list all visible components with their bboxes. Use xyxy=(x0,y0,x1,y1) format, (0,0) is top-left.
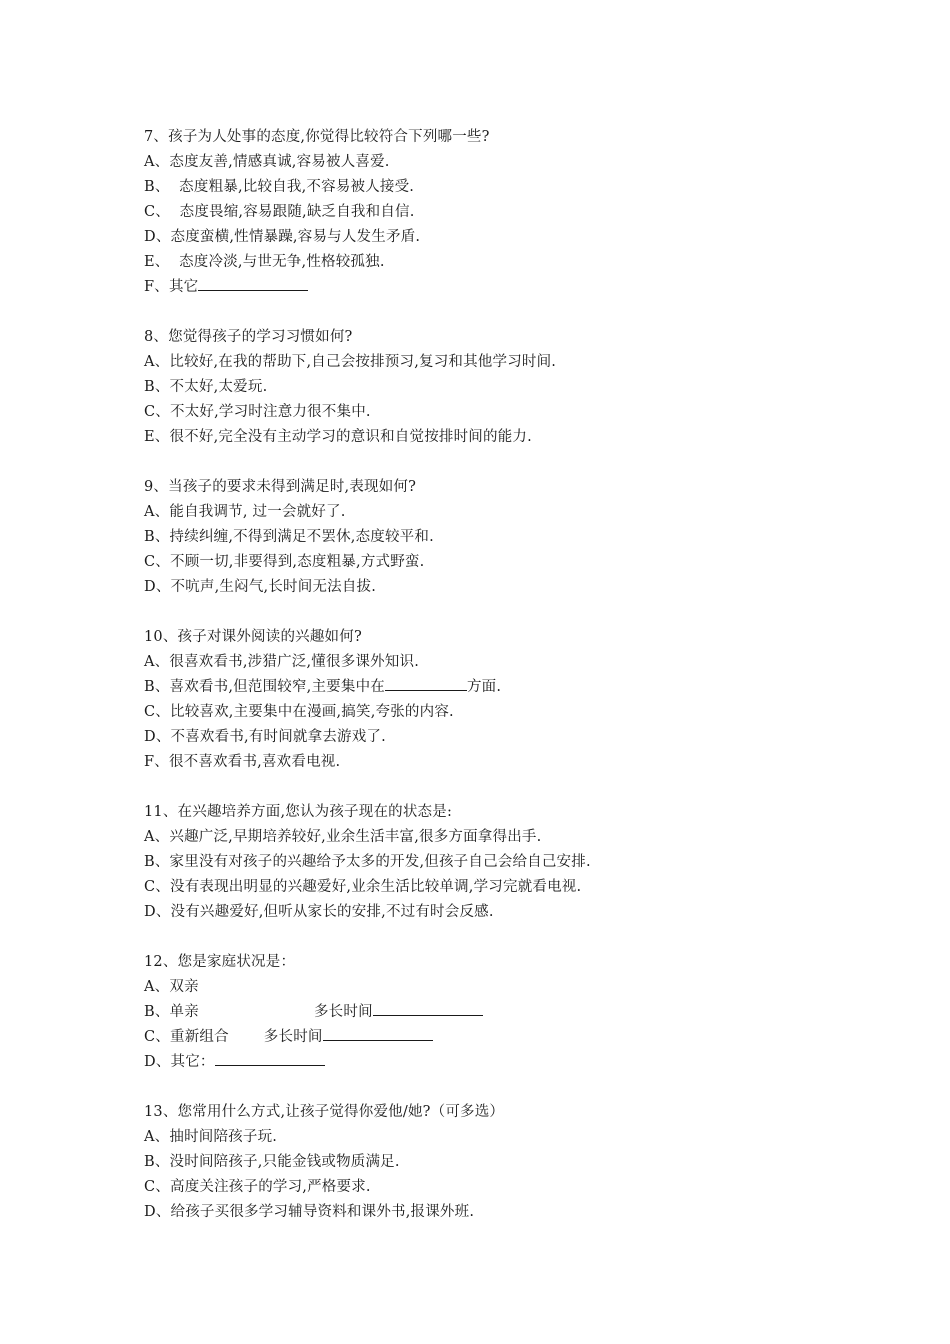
option-a: A、比较好,在我的帮助下,自己会按排预习,复习和其他学习时间. xyxy=(144,354,557,370)
question-11 xyxy=(144,800,824,925)
option-c xyxy=(144,1025,824,1050)
question-title: 8、您觉得孩子的学习习惯如何? xyxy=(144,329,353,345)
option-c-label: C、重新组合 xyxy=(144,1029,229,1045)
option-c: C、不顾一切,非要得到,态度粗暴,方式野蛮. xyxy=(144,554,425,570)
duration-label: 多长时间 xyxy=(263,1029,323,1045)
option-d: D、态度蛮横,性情暴躁,容易与人发生矛盾. xyxy=(144,229,421,245)
question-10 xyxy=(144,625,824,775)
option-e: E、很不好,完全没有主动学习的意识和自觉按排时间的能力. xyxy=(144,429,532,445)
option-b: B、家里没有对孩子的兴趣给予太多的开发,但孩子自己会给自己安排. xyxy=(144,854,591,870)
option-c: C、 态度畏缩,容易跟随,缺乏自我和自信. xyxy=(144,204,415,220)
option-a: A、能自我调节, 过一会就好了. xyxy=(144,504,346,520)
option-a: A、抽时间陪孩子玩. xyxy=(144,1129,278,1145)
option-a: A、兴趣广泛,早期培养较好,业余生活丰富,很多方面拿得出手. xyxy=(144,829,542,845)
option-d: D、没有兴趣爱好,但听从家长的安排,不过有时会反感. xyxy=(144,904,494,920)
question-13 xyxy=(144,1100,824,1225)
option-b-suffix: 方面. xyxy=(466,679,502,695)
duration-blank[interactable] xyxy=(323,1026,433,1041)
option-c: C、不太好,学习时注意力很不集中. xyxy=(144,404,371,420)
option-a: A、很喜欢看书,涉猎广泛,懂很多课外知识. xyxy=(144,654,419,670)
duration-blank[interactable] xyxy=(373,1001,483,1016)
option-f: F、很不喜欢看书,喜欢看电视. xyxy=(144,754,341,770)
option-b: B、没时间陪孩子,只能金钱或物质满足. xyxy=(144,1154,400,1170)
question-title: 13、您常用什么方式,让孩子觉得你爱他/她?（可多选） xyxy=(144,1104,505,1120)
option-f-label: F、其它 xyxy=(144,279,199,295)
question-title: 9、当孩子的要求未得到满足时,表现如何? xyxy=(144,479,417,495)
option-d-label: D、其它： xyxy=(144,1054,215,1070)
duration-label: 多长时间 xyxy=(313,1004,373,1020)
question-9 xyxy=(144,475,824,600)
option-b xyxy=(144,675,824,700)
option-c: C、高度关注孩子的学习,严格要求. xyxy=(144,1179,371,1195)
fill-in-blank[interactable] xyxy=(215,1051,325,1066)
option-d: D、不喜欢看书,有时间就拿去游戏了. xyxy=(144,729,386,745)
option-c: C、比较喜欢,主要集中在漫画,搞笑,夸张的内容. xyxy=(144,704,454,720)
option-d xyxy=(144,1050,824,1075)
option-d: D、不吭声,生闷气,长时间无法自拔. xyxy=(144,579,377,595)
questionnaire-page xyxy=(144,125,824,1250)
option-e: E、 态度冷淡,与世无争,性格较孤独. xyxy=(144,254,385,270)
option-a: A、态度友善,情感真诚,容易被人喜爱. xyxy=(144,154,390,170)
question-12 xyxy=(144,950,824,1075)
option-c: C、没有表现出明显的兴趣爱好,业余生活比较单调,学习完就看电视. xyxy=(144,879,582,895)
option-b-label: B、单亲 xyxy=(144,1004,199,1020)
question-title: 12、您是家庭状况是： xyxy=(144,954,296,970)
option-b: B、持续纠缠,不得到满足不罢休,态度较平和. xyxy=(144,529,434,545)
option-b-label: B、喜欢看书,但范围较窄,主要集中在 xyxy=(144,679,385,695)
question-title: 7、孩子为人处事的态度,你觉得比较符合下列哪一些? xyxy=(144,129,490,145)
option-a: A、双亲 xyxy=(144,979,199,995)
question-8 xyxy=(144,325,824,450)
option-b xyxy=(144,1000,824,1025)
question-title: 11、在兴趣培养方面,您认为孩子现在的状态是: xyxy=(144,804,453,820)
option-b: B、不太好,太爱玩. xyxy=(144,379,268,395)
option-f xyxy=(144,275,824,300)
question-title: 10、孩子对课外阅读的兴趣如何? xyxy=(144,629,362,645)
question-7 xyxy=(144,125,824,300)
option-d: D、给孩子买很多学习辅导资料和课外书,报课外班. xyxy=(144,1204,475,1220)
option-b: B、 态度粗暴,比较自我,不容易被人接受. xyxy=(144,179,415,195)
fill-in-blank[interactable] xyxy=(385,676,467,691)
fill-in-blank[interactable] xyxy=(198,276,308,291)
